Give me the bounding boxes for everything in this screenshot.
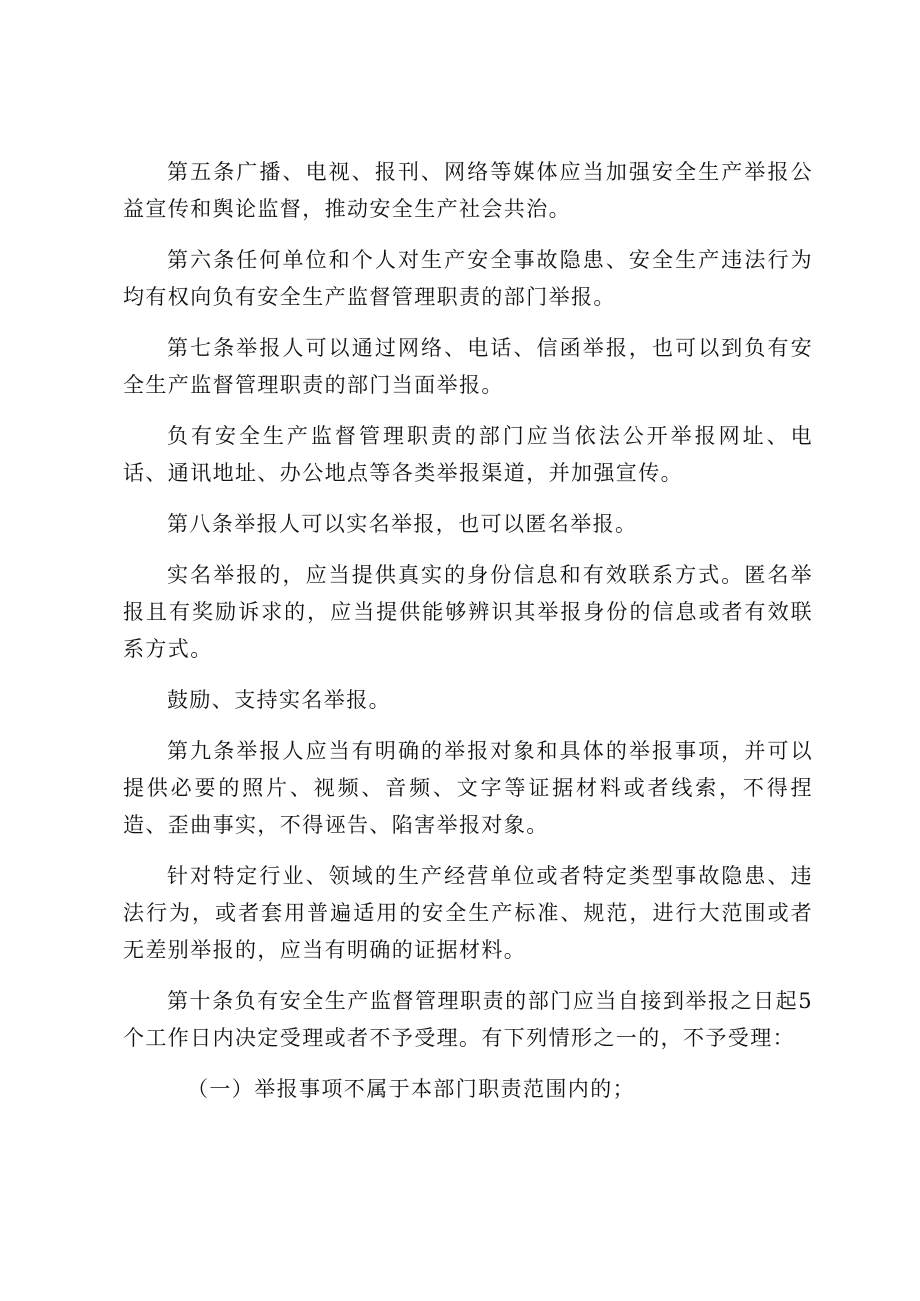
article-9-evidence-paragraph: 针对特定行业、领域的生产经营单位或者特定类型事故隐患、违法行为，或者套用普遍适用的安全生产标准、规范，进行大范围或者无差别举报的，应当有明确的证据材料。	[123, 864, 813, 962]
article-6-paragraph: 第六条任何单位和个人对生产安全事故隐患、安全生产违法行为均有权向负有安全生产监督管理职责的部门举报。	[123, 248, 813, 309]
article-8-encourage-paragraph: 鼓励、支持实名举报。	[167, 688, 391, 712]
article-7-paragraph: 第七条举报人可以通过网络、电话、信函举报，也可以到负有安全生产监督管理职责的部门当面举报。	[123, 336, 813, 397]
article-8-realname-paragraph: 实名举报的，应当提供真实的身份信息和有效联系方式。匿名举报且有奖励诉求的，应当提供能够辨识其举报身份的信息或者有效联系方式。	[123, 563, 813, 661]
article-7-channels-paragraph: 负有安全生产监督管理职责的部门应当依法公开举报网址、电话、通讯地址、办公地点等各类举报渠道，并加强宣传。	[123, 424, 813, 485]
article-5-paragraph: 第五条广播、电视、报刊、网络等媒体应当加强安全生产举报公益宣传和舆论监督，推动安全生产社会共治。	[123, 160, 813, 221]
article-10-item-1: （一）举报事项不属于本部门职责范围内的；	[187, 1077, 635, 1101]
article-10-paragraph: 第十条负有安全生产监督管理职责的部门应当自接到举报之日起5个工作日内决定受理或者不予受理。有下列情形之一的，不予受理：	[123, 989, 813, 1050]
article-9-paragraph: 第九条举报人应当有明确的举报对象和具体的举报事项，并可以提供必要的照片、视频、音频、文字等证据材料或者线索，不得捏造、歪曲事实，不得诬告、陷害举报对象。	[123, 739, 813, 837]
article-8-paragraph: 第八条举报人可以实名举报，也可以匿名举报。	[167, 512, 638, 536]
document-body	[123, 154, 813, 1108]
